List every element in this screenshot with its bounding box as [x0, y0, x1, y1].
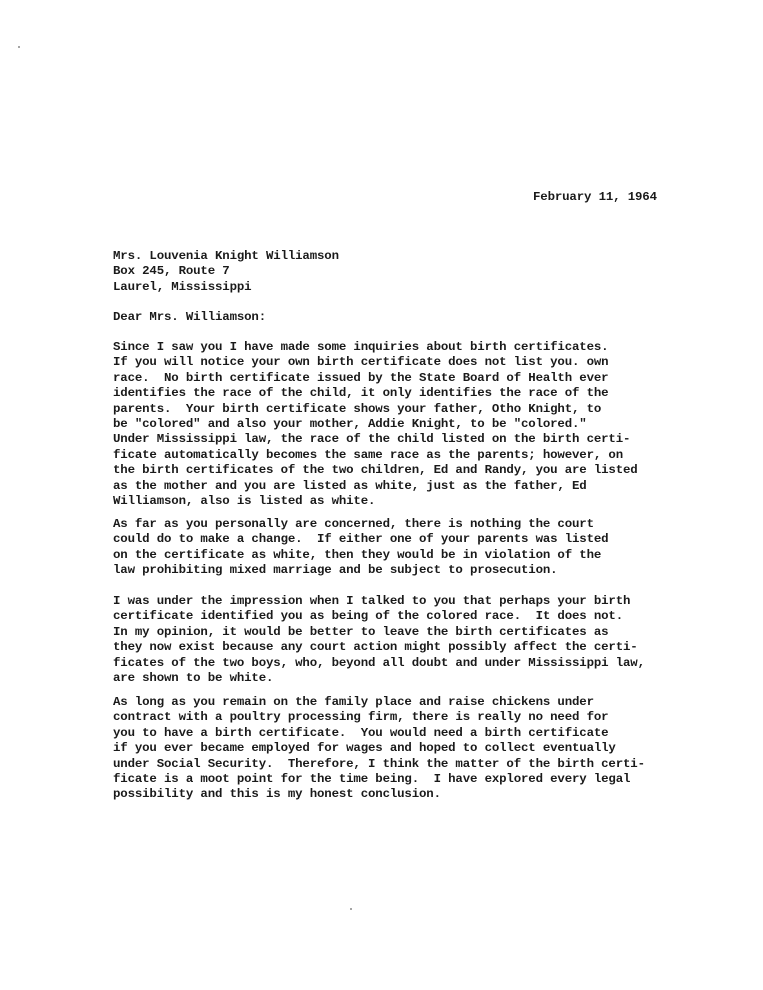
salutation: Dear Mrs. Williamson:	[113, 310, 266, 324]
paragraph-line: As far as you personally are concerned, there is nothing the court	[113, 517, 594, 531]
paragraph-line: Under Mississippi law, the race of the child listed on the birth certi-	[113, 432, 631, 447]
paragraph-line: race. No birth certificate issued by the State Board of Health ever	[113, 370, 609, 385]
paragraph-line: I was under the impression when I talked to you that perhaps your birth	[113, 594, 631, 608]
paragraph-line: contract with a poultry processing firm, there is really no need for	[113, 710, 609, 725]
paragraph-line: be "colored" and also your mother, Addie Knight, to be "colored."	[113, 417, 587, 432]
paragraph-line: ficate is a moot point for the time being. I have explored every legal	[113, 772, 631, 787]
paragraph-line: on the certificate as white, then they would be in violation of the	[113, 547, 602, 562]
paragraph-line: Since I saw you I have made some inquiries about birth certificates.	[113, 340, 609, 354]
paragraph-1	[113, 340, 638, 509]
paragraph-4	[113, 695, 645, 803]
paragraph-line: under Social Security. Therefore, I think the matter of the birth certi-	[113, 756, 645, 771]
paragraph-line: law prohibiting mixed marriage and be subject to prosecution.	[113, 563, 558, 578]
paragraph-3	[113, 594, 645, 686]
address-line-box: Box 245, Route 7	[113, 264, 230, 279]
paragraph-line: could do to make a change. If either one of your parents was listed	[113, 532, 609, 547]
paragraph-line: Williamson, also is listed as white.	[113, 494, 376, 509]
paragraph-2	[113, 517, 608, 579]
paragraph-line: are shown to be white.	[113, 671, 274, 686]
letter-date: February 11, 1964	[533, 190, 657, 204]
paragraph-line: parents. Your birth certificate shows your father, Otho Knight, to	[113, 401, 602, 416]
address-line-city: Laurel, Mississippi	[113, 279, 252, 294]
paragraph-line: ficates of the two boys, who, beyond all doubt and under Mississippi law,	[113, 655, 645, 670]
paragraph-line: certificate identified you as being of the colored race. It does not.	[113, 609, 623, 624]
paragraph-line: In my opinion, it would be better to leave the birth certificates as	[113, 624, 609, 639]
paragraph-line: ficate automatically becomes the same race as the parents; however, on	[113, 447, 623, 462]
recipient-address	[113, 249, 339, 295]
paragraph-line: they now exist because any court action might possibly affect the certi-	[113, 640, 638, 655]
scan-speck	[350, 908, 352, 910]
paragraph-line: identifies the race of the child, it only identifies the race of the	[113, 386, 609, 401]
scan-speck	[18, 46, 20, 48]
paragraph-line: as the mother and you are listed as white, just as the father, Ed	[113, 478, 587, 493]
paragraph-line: if you ever became employed for wages and hoped to collect eventually	[113, 741, 616, 756]
paragraph-line: As long as you remain on the family place and raise chickens under	[113, 695, 594, 709]
address-line-name: Mrs. Louvenia Knight Williamson	[113, 249, 339, 263]
paragraph-line: If you will notice your own birth certificate does not list you. own	[113, 355, 609, 370]
paragraph-line: possibility and this is my honest conclusion.	[113, 787, 441, 802]
paragraph-line: you to have a birth certificate. You would need a birth certificate	[113, 725, 609, 740]
paragraph-line: the birth certificates of the two children, Ed and Randy, you are listed	[113, 463, 638, 478]
